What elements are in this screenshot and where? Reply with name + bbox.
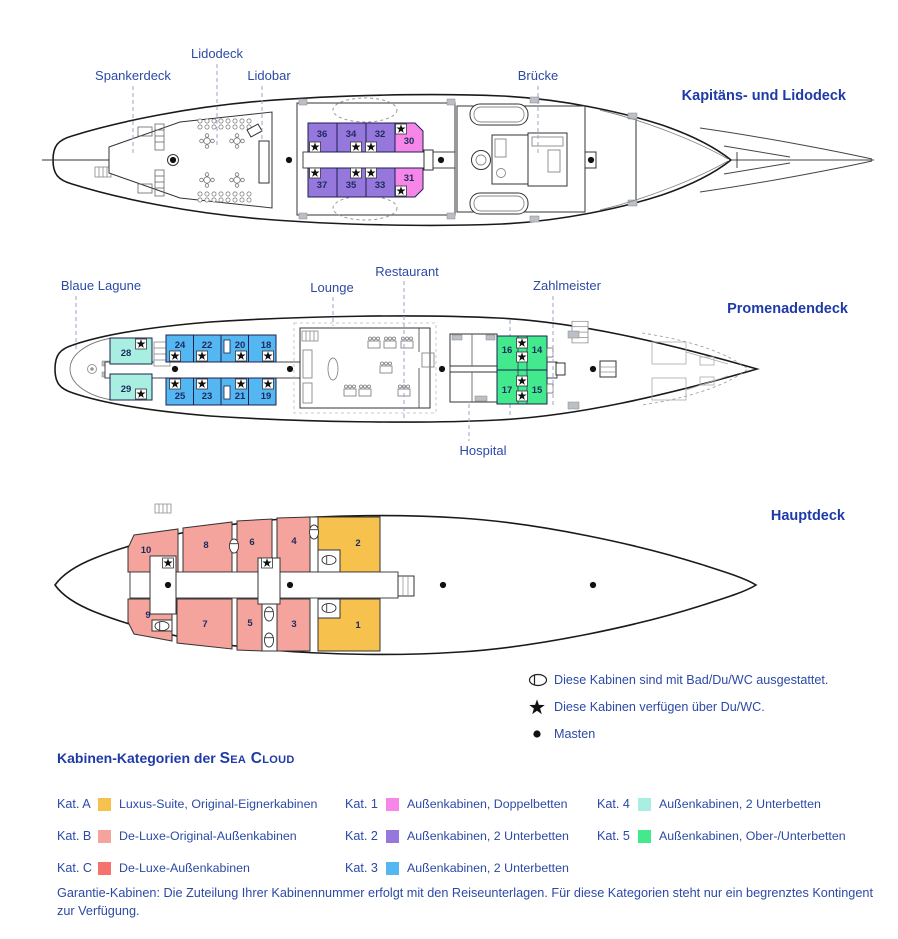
cabin-25-number: 25 bbox=[174, 391, 186, 402]
duwc-star-icon bbox=[366, 142, 377, 152]
category-row-kat-4: Kat. 4 Außenkabinen, 2 Unterbetten bbox=[597, 797, 821, 811]
cabin-8-number: 8 bbox=[203, 540, 209, 551]
cabin-4-number: 4 bbox=[291, 536, 297, 547]
cabin-15-number: 15 bbox=[531, 385, 543, 396]
brand-name: Sea Cloud bbox=[219, 750, 295, 767]
cabin-22-number: 22 bbox=[201, 340, 213, 351]
mast-dot bbox=[286, 157, 292, 163]
cabin-24-number: 24 bbox=[174, 340, 186, 351]
duwc-star-icon bbox=[236, 351, 247, 361]
legend-row-bath bbox=[528, 666, 828, 693]
mast-dot bbox=[287, 582, 293, 588]
category-row-kat-3: Kat. 3 Außenkabinen, 2 Unterbetten bbox=[345, 861, 569, 875]
cabin-28-number: 28 bbox=[120, 348, 132, 359]
bath-icon bbox=[322, 555, 336, 564]
duwc-star-icon bbox=[396, 124, 407, 134]
cabin-34-number: 34 bbox=[345, 129, 357, 140]
duwc-star-icon bbox=[136, 339, 147, 349]
duwc-star-icon bbox=[163, 558, 174, 568]
cabin-3-number: 3 bbox=[291, 619, 297, 630]
lounge-stairs bbox=[302, 331, 318, 341]
area-label-blaue-lagune: Blaue Lagune bbox=[60, 278, 142, 293]
cabin-20-number: 20 bbox=[234, 340, 246, 351]
area-label-lidodeck: Lidodeck bbox=[190, 46, 244, 61]
cabin-31-number: 31 bbox=[403, 173, 415, 184]
mast-icon bbox=[528, 728, 554, 740]
legend-row-star bbox=[528, 693, 828, 720]
legend-text-mast: Masten bbox=[554, 726, 596, 741]
area-label-bruecke: Brücke bbox=[517, 68, 559, 83]
kat-2-swatch bbox=[386, 830, 399, 843]
duwc-star-icon bbox=[263, 351, 274, 361]
area-label-lounge: Lounge bbox=[310, 280, 354, 295]
mast-dot bbox=[440, 582, 446, 588]
duwc-star-icon bbox=[197, 351, 208, 361]
deck-lidodeck bbox=[42, 46, 874, 225]
cabin-33-number: 33 bbox=[374, 180, 386, 191]
duwc-star-icon bbox=[351, 168, 362, 178]
duwc-star-icon bbox=[396, 186, 407, 196]
bath-icon bbox=[322, 603, 336, 612]
legend-text-bath: Diese Kabinen sind mit Bad/Du/WC ausgestattet. bbox=[554, 672, 829, 687]
category-row-kat-2: Kat. 2 Außenkabinen, 2 Unterbetten bbox=[345, 829, 569, 843]
duwc-star-icon bbox=[197, 379, 208, 389]
duwc-star-icon bbox=[310, 142, 321, 152]
mast-dot bbox=[588, 157, 594, 163]
cabin-7-number: 7 bbox=[202, 619, 208, 630]
duwc-star-icon bbox=[366, 168, 377, 178]
cabin-21-number: 21 bbox=[234, 391, 246, 402]
categories-heading bbox=[57, 750, 295, 768]
duwc-star-icon bbox=[351, 142, 362, 152]
deck-title-hauptdeck: Hauptdeck bbox=[770, 508, 845, 524]
cabin-1-number: 1 bbox=[355, 620, 361, 631]
duwc-star-icon bbox=[170, 351, 181, 361]
mast-dot bbox=[438, 157, 444, 163]
deck-promenadendeck bbox=[55, 264, 849, 458]
bath-icon bbox=[264, 607, 273, 621]
bath-icon bbox=[309, 525, 318, 539]
mast-dot bbox=[172, 366, 178, 372]
mast-dot bbox=[170, 157, 176, 163]
kat-c-swatch bbox=[98, 862, 111, 875]
duwc-star-icon bbox=[517, 352, 528, 362]
kat-4-swatch bbox=[638, 798, 651, 811]
cabin-37-number: 37 bbox=[316, 180, 328, 191]
area-label-zahlmeister: Zahlmeister bbox=[533, 278, 601, 293]
cabin-18-number: 18 bbox=[260, 340, 272, 351]
mast-dot bbox=[165, 582, 171, 588]
cabin-36-number: 36 bbox=[316, 129, 328, 140]
category-row-kat-a: Kat. A Luxus-Suite, Original-Eignerkabinen bbox=[57, 797, 318, 811]
duwc-star-icon bbox=[263, 379, 274, 389]
area-label-hospital: Hospital bbox=[459, 443, 507, 458]
cabin-16-number: 16 bbox=[501, 345, 513, 356]
duwc-star-icon bbox=[517, 338, 528, 348]
duwc-star-icon bbox=[136, 389, 147, 399]
cabin-32-number: 32 bbox=[374, 129, 386, 140]
deck-title-lidodeck: Kapitäns- und Lidodeck bbox=[681, 88, 846, 104]
legend-row-mast bbox=[528, 720, 828, 747]
cabin-5-number: 5 bbox=[247, 618, 253, 629]
star-icon bbox=[528, 699, 554, 715]
deck-hauptdeck bbox=[55, 504, 846, 654]
bath-icon bbox=[528, 673, 554, 687]
legend-text-star: Diese Kabinen verfügen über Du/WC. bbox=[554, 699, 765, 714]
cabin-10-number: 10 bbox=[140, 545, 152, 556]
kat-3-swatch bbox=[386, 862, 399, 875]
category-row-kat-5: Kat. 5 Außenkabinen, Ober-/Unterbetten bbox=[597, 829, 846, 843]
cabin-2-number: 2 bbox=[355, 538, 361, 549]
duwc-star-icon bbox=[236, 379, 247, 389]
cabin-6-number: 6 bbox=[249, 537, 255, 548]
area-label-lidobar: Lidobar bbox=[247, 68, 291, 83]
category-row-kat-b: Kat. B De-Luxe-Original-Außenkabinen bbox=[57, 829, 297, 843]
mast-dot bbox=[439, 366, 445, 372]
bath-icon bbox=[155, 621, 169, 630]
mast-dot bbox=[287, 366, 293, 372]
kat-b-swatch bbox=[98, 830, 111, 843]
kat-5-swatch bbox=[638, 830, 651, 843]
guarantee-footnote: Garantie-Kabinen: Die Zuteilung Ihrer Kabinennummer erfolgt mit den Reiseunterlagen. Für diese Kategorien steht nur ein begrenztes Kontingent zur Verfügung. bbox=[57, 886, 874, 919]
cabin-14-number: 14 bbox=[531, 345, 543, 356]
area-label-spankerdeck: Spankerdeck bbox=[95, 68, 171, 83]
cabin-19-number: 19 bbox=[260, 391, 272, 402]
duwc-star-icon bbox=[262, 558, 273, 568]
bath-icon bbox=[264, 633, 273, 647]
deck-title-promenadendeck: Promenadendeck bbox=[727, 301, 848, 317]
duwc-star-icon bbox=[170, 379, 181, 389]
duwc-star-icon bbox=[310, 168, 321, 178]
category-row-kat-1: Kat. 1 Außenkabinen, Doppelbetten bbox=[345, 797, 568, 811]
kat-1-swatch bbox=[386, 798, 399, 811]
symbols-legend bbox=[528, 666, 828, 747]
category-row-kat-c: Kat. C De-Luxe-Außenkabinen bbox=[57, 861, 250, 875]
bath-icon bbox=[229, 539, 238, 553]
area-label-restaurant: Restaurant bbox=[375, 264, 439, 279]
mast-dot bbox=[590, 582, 596, 588]
kat-a-swatch bbox=[98, 798, 111, 811]
cabin-9-number: 9 bbox=[145, 610, 151, 621]
cabin-35-number: 35 bbox=[345, 180, 357, 191]
duwc-star-icon bbox=[517, 376, 528, 386]
categories-heading-prefix: Kabinen-Kategorien der bbox=[57, 750, 216, 766]
duwc-star-icon bbox=[517, 391, 528, 401]
mast-dot bbox=[590, 366, 596, 372]
bridge-structure bbox=[457, 97, 596, 222]
stairs bbox=[155, 504, 171, 513]
cabin-29-number: 29 bbox=[120, 384, 132, 395]
cabin-17-number: 17 bbox=[501, 385, 513, 396]
cabin-30-number: 30 bbox=[403, 136, 415, 147]
cabin-23-number: 23 bbox=[201, 391, 213, 402]
